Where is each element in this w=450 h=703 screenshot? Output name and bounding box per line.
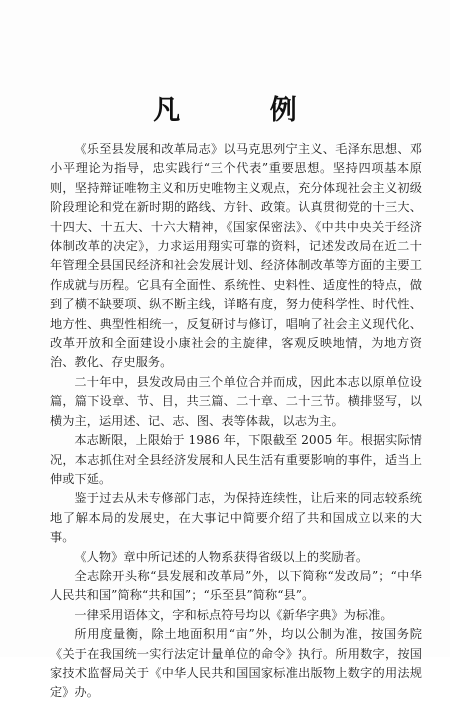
paragraph-structure: 二十年中，县发改局由三个单位合并而成，因此本志以原单位设篇，篇下设章、节、目，共三篇、二十章、二十三节。横排竖写，以横为主，运用述、记、志、图、表等体裁，以志为主。 (50, 374, 422, 428)
paragraph-units-numbers: 所用度量衡，除土地面积用“亩”外，均以公制为准，按国务院《关于在我国统一实行法定计量单位的命令》执行。所用数字，按国家技术监督局关于《中华人民共和国国家标准出版物上数字的用法规定》办。 (50, 627, 422, 700)
body-text (50, 140, 422, 703)
paragraph-persons: 《人物》章中所记述的人物系获得省级以上的奖励者。 (74, 549, 369, 564)
paragraph-abbreviations: 全志除开头称“县发展和改革局”外，以下简称“发改局”；“中华人民共和国”简称“共和国”；“乐至县”简称“县”。 (50, 568, 422, 603)
paragraph-chronicle: 鉴于过去从未专修部门志，为保持连续性，让后来的同志较系统地了解本局的发展史，在大事记中简要介绍了共和国成立以来的大事。 (50, 491, 422, 545)
paragraph-time-limits: 本志断限，上限始于 1986 年，下限截至 2005 年。根据实际情况，本志抓住对全县经济发展和人民生活有重要影响的事件，适当上伸或下延。 (50, 433, 422, 486)
paragraph-language: 一律采用语体文，字和标点符号均以《新华字典》为标准。 (74, 607, 393, 622)
page-title: 凡 例 (153, 95, 337, 126)
paragraph-guiding-principles: 《乐至县发展和改革局志》以马克思列宁主义、毛泽东思想、邓小平理论为指导，忠实践行“三个代表”重要思想。坚持四项基本原则，坚持辩证唯物主义和历史唯物主义观点，充分体现社会主义初级阶段理论和党在新时期的路线、方针、政策。认真贯彻党的十三大、十四大、十五大、十六大精神，《国家保密法》、《中共中央关于经济体制改革的决定》，力求运用翔实可靠的资料，记述发改局在近二十年管理全县国民经济和社会发展计划、经济体制改革等方面的主要工作成就与历程。它具有全面性、系统性、史料性、适度性的特点，做到了横不缺要项、纵不断主线，详略有度，努力使科学性、时代性、地方性、典型性相统一，反复研讨与修订，唱响了社会主义现代化、改革开放和全面建设小康社会的主旋律，客观反映地情，为地方资治、教化、存史服务。 (50, 142, 422, 370)
